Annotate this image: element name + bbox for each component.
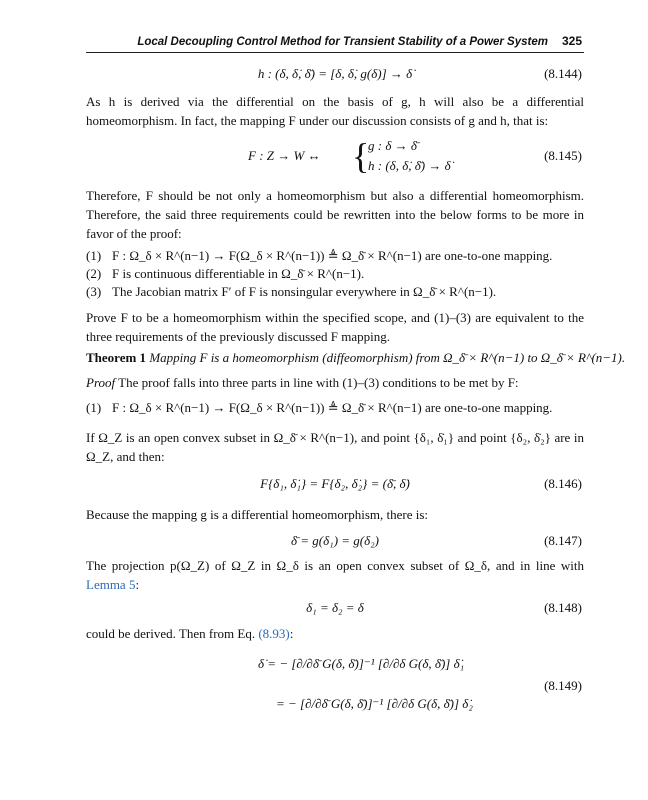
list-item bbox=[86, 284, 584, 300]
paragraph-5: If Ω_Z is an open convex subset in Ω_δ̄ × R^(n−1), and point {δ₁, δ̇₁} and point {δ₂, δ̇₂} are in Ω_Z, and then: bbox=[86, 430, 584, 464]
equation-8-146-body: F{δ₁, δ̇₁} = F{δ₂, δ̇₂} = (δ̄, δ̇) bbox=[260, 476, 410, 491]
equation-8-145-top: g : δ → δ̄ bbox=[368, 138, 417, 153]
paragraph-8 bbox=[86, 624, 584, 643]
list-item-number: (1) bbox=[86, 400, 102, 415]
paragraph-7 bbox=[86, 556, 584, 594]
list-item-number: (3) bbox=[86, 284, 102, 299]
list-item-text: The Jacobian matrix F′ of F is nonsingular everywhere in Ω_δ̄ × R^(n−1). bbox=[112, 284, 497, 299]
list-item bbox=[86, 266, 584, 282]
list-item-text: F : Ω_δ × R^(n−1) → F(Ω_δ × R^(n−1)) ≜ Ω_δ̄ × R^(n−1) are one-to-one mapping. bbox=[112, 248, 553, 263]
equation-8-93-link[interactable]: (8.93) bbox=[258, 626, 290, 641]
equation-8-145-bottom: h : (δ, δ̇, δ̄) → δ̇ bbox=[368, 158, 451, 173]
list-item bbox=[86, 400, 584, 416]
equation-8-147-body: δ̄ = g(δ₁) = g(δ₂) bbox=[290, 533, 380, 548]
lemma-5-link[interactable]: Lemma 5 bbox=[86, 577, 136, 592]
paragraph-3: Prove F to be a homeomorphism within the specified scope, and (1)–(3) are equivalent to the three requirements of the previously discussed F mapping. bbox=[86, 310, 584, 344]
paragraph-6: Because the mapping g is a differential homeomorphism, there is: bbox=[86, 507, 429, 522]
paragraph-8-end: : bbox=[289, 626, 294, 641]
list-item-number: (2) bbox=[86, 266, 102, 281]
equation-8-148-body: δ₁ = δ₂ = δ bbox=[306, 600, 364, 615]
equation-8-144-body: h : (δ, δ̇, δ̄) = [δ, δ̇, g(δ)] → δ̇ bbox=[257, 66, 413, 81]
proof-text: The proof falls into three parts in line with (1)–(3) conditions to be met by F: bbox=[118, 375, 519, 390]
paragraph-1: As h is derived via the differential on the basis of g, h will also be a differential homeomorphism. In fact, the mapping F under our discussion consists of g and h, that is: bbox=[86, 94, 584, 128]
page-number: 325 bbox=[561, 34, 582, 48]
equation-8-145-left: F : Z → W ↔ bbox=[248, 148, 321, 163]
left-brace: { bbox=[352, 136, 370, 176]
running-header bbox=[86, 34, 582, 48]
list-item-number: (1) bbox=[86, 248, 102, 263]
equation-8-146 bbox=[86, 476, 584, 492]
equation-8-149-number: (8.149) bbox=[544, 678, 582, 693]
theorem-1 bbox=[86, 348, 626, 367]
equation-8-149-line-1: δ̇ = − [∂/∂δ̄ G(δ, δ̄)]⁻¹ [∂/∂δ G(δ, δ̄)] δ̇₁ bbox=[258, 656, 465, 671]
list-item-text: F is continuous differentiable in Ω_δ̄ × R^(n−1). bbox=[112, 266, 365, 281]
equation-8-147-number: (8.147) bbox=[544, 533, 582, 548]
proof bbox=[86, 373, 584, 392]
equation-8-146-number: (8.146) bbox=[544, 476, 582, 491]
header-rule bbox=[86, 52, 584, 53]
paragraph-2: Therefore, F should be not only a homeomorphism but also a differential homeomorphism. Therefore, the said three requirements could be rewritten into the below forms to be more in favor of the proof: bbox=[86, 188, 584, 241]
equation-8-149-line-2: = − [∂/∂δ̄ G(δ, δ̄)]⁻¹ [∂/∂δ G(δ, δ̄)] δ̇₂ bbox=[276, 696, 473, 711]
theorem-label: Theorem 1 bbox=[86, 350, 147, 365]
equation-8-145-number: (8.145) bbox=[544, 148, 582, 163]
equation-8-148-number: (8.148) bbox=[544, 600, 582, 615]
running-title: Local Decoupling Control Method for Transient Stability of a Power System bbox=[137, 36, 548, 48]
proof-label: Proof bbox=[86, 375, 116, 390]
equation-8-149 bbox=[86, 650, 584, 730]
equation-8-147 bbox=[86, 533, 584, 549]
paragraph-7-end: : bbox=[135, 577, 140, 592]
equation-8-144-number: (8.144) bbox=[544, 66, 582, 81]
paragraph-8-text: could be derived. Then from Eq. bbox=[86, 626, 256, 641]
theorem-text: Mapping F is a homeomorphism (diffeomorphism) from Ω_δ̄ × R^(n−1) to Ω_δ̄ × R^(n−1). bbox=[149, 350, 626, 365]
list-item-text: F : Ω_δ × R^(n−1) → F(Ω_δ × R^(n−1)) ≜ Ω_δ̄ × R^(n−1) are one-to-one mapping. bbox=[112, 400, 553, 415]
list-item bbox=[86, 248, 584, 264]
paragraph-7-text: The projection p(Ω_Z) of Ω_Z in Ω_δ is an open convex subset of Ω_δ, and in line with bbox=[86, 558, 584, 573]
equation-8-144 bbox=[86, 66, 584, 82]
equation-8-145 bbox=[86, 136, 584, 180]
equation-8-148 bbox=[86, 600, 584, 616]
